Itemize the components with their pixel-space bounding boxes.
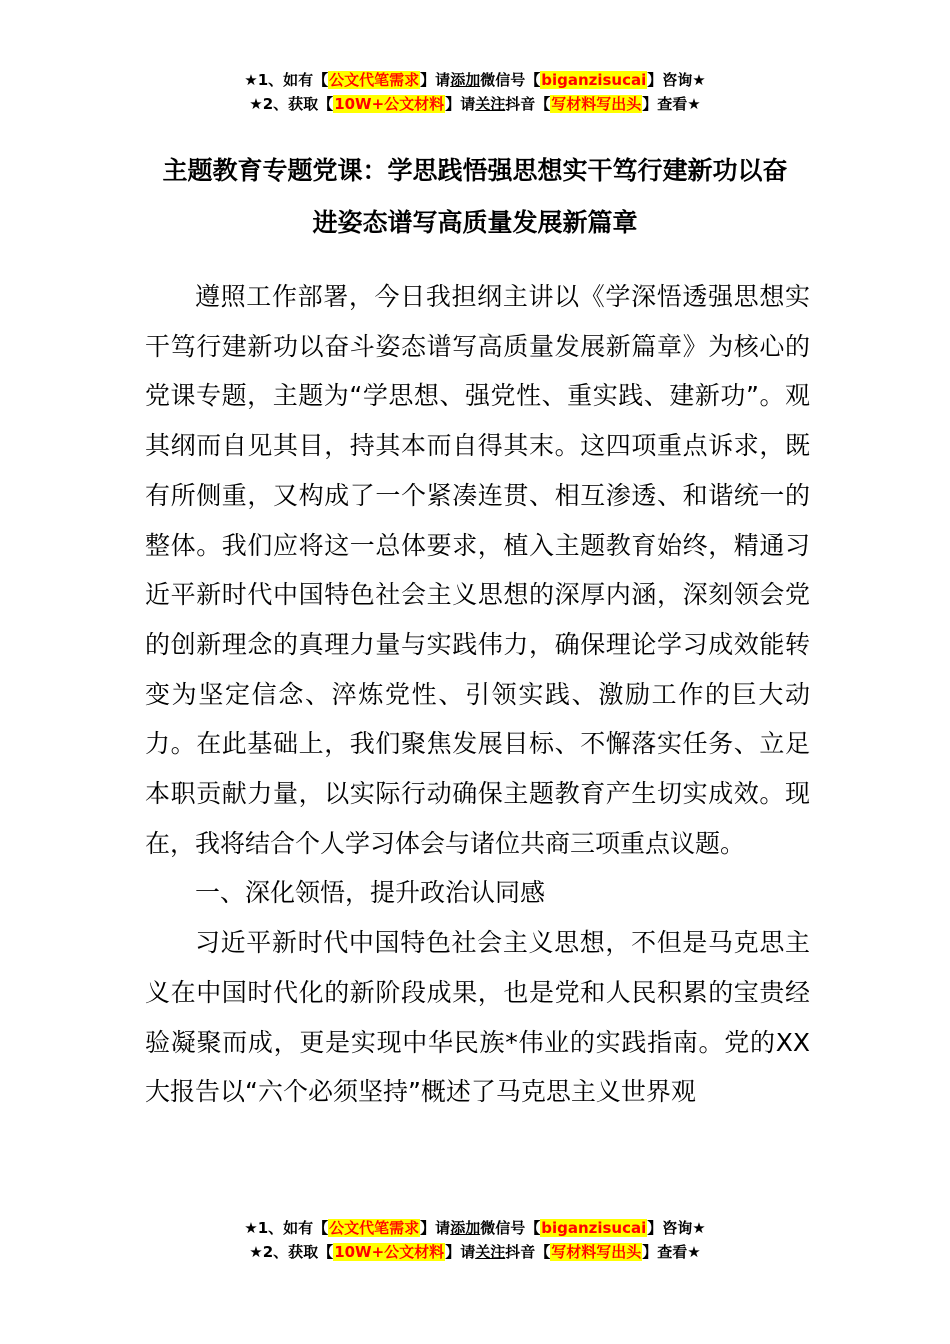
section-heading-1: 一、深化领悟，提升政治认同感 [195,878,546,908]
footer-banner [0,1216,950,1264]
highlight-service: 公文代笔需求 [329,1219,420,1237]
banner-line-2: ★2、获取【10W+公文材料】请关注抖音【写材料写出头】查看★ [249,1243,701,1261]
header-banner [0,68,950,116]
paragraph-intro: 遵照工作部署，今日我担纲主讲以《学深悟透强思想实干笃行建新功以奋斗姿态谱写高质量发展新篇章》为核心的党课专题，主题为“学思想、强党性、重实践、建新功”。观其纲而自见其目，持其本而自得其末。这四项重点诉求，既有所侧重，又构成了一个紧凑连贯、相互渗透、和谐统一的整体。我们应将这一总体要求，植入主题教育始终，精通习近平新时代中国特色社会主义思想的深厚内涵，深刻领会党的创新理念的真理力量与实践伟力，确保理论学习成效能转变为坚定信念、淬炼党性、引领实践、激励工作的巨大动力。在此基础上，我们聚焦发展目标、不懈落实任务、立足本职贡献力量，以实际行动确保主题教育产生切实成效。现在，我将结合个人学习体会与诸位共商三项重点议题。 [145,282,810,858]
highlight-materials: 10W+公文材料 [334,95,445,113]
banner-line-1: ★1、如有【公文代笔需求】请添加微信号【biganzisucai】咨询★ [244,71,706,89]
highlight-wechat-id: biganzisucai [541,71,647,89]
document-body [145,272,810,1117]
paragraph-section-1: 习近平新时代中国特色社会主义思想，不但是马克思主义在中国时代化的新阶段成果，也是党和人民积累的宝贵经验凝聚而成，更是实现中华民族*伟业的实践指南。党的XX大报告以“六个必须坚持”概述了马克思主义世界观 [145,928,810,1107]
title-line-2: 进姿态谱写高质量发展新篇章 [312,208,638,237]
banner-line-2: ★2、获取【10W+公文材料】请关注抖音【写材料写出头】查看★ [249,95,701,113]
highlight-wechat-id: biganzisucai [541,1219,647,1237]
highlight-service: 公文代笔需求 [329,71,420,89]
highlight-douyin: 写材料写出头 [551,1243,642,1261]
highlight-materials: 10W+公文材料 [334,1243,445,1261]
banner-line-1: ★1、如有【公文代笔需求】请添加微信号【biganzisucai】咨询★ [244,1219,706,1237]
title-line-1: 主题教育专题党课：学思践悟强思想实干笃行建新功以奋 [162,156,788,185]
highlight-douyin: 写材料写出头 [551,95,642,113]
document-title [0,145,950,249]
